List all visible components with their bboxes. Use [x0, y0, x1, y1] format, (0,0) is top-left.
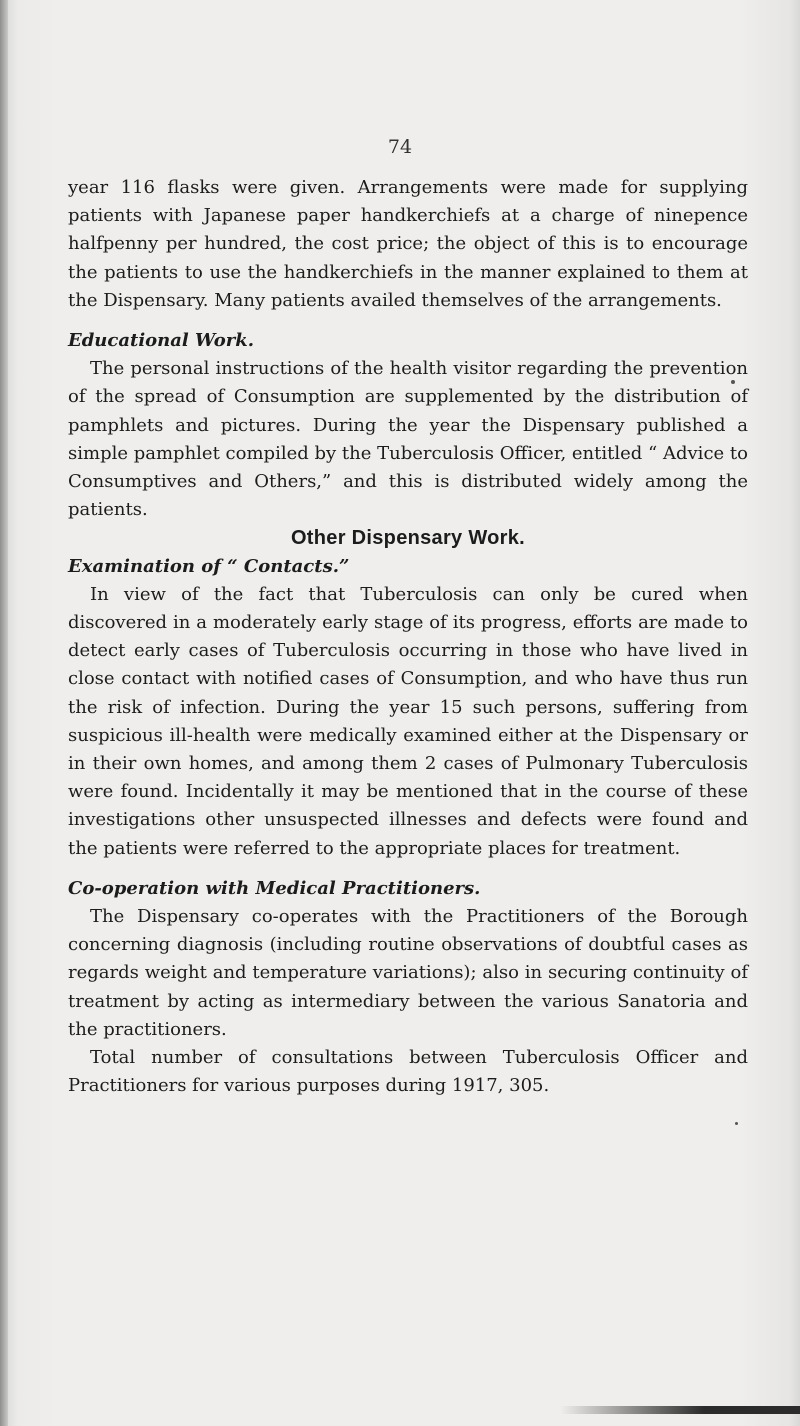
page-number: 74	[387, 136, 413, 158]
educational-work-heading: Educational Work.	[68, 330, 255, 352]
book-spine-shadow	[0, 0, 8, 1426]
consultations-paragraph: Total number of consultations between Tuberculosis Officer and Practitioners for various purposes during 1917, 305.	[68, 1047, 748, 1097]
ink-speck	[735, 1122, 738, 1125]
cooperation-paragraph: The Dispensary co-operates with the Practitioners of the Borough concerning diagnosis (including routine observations of doubtful cases as regards weight and temperature variations); also in securing continuity of treatment by acting as intermediary between the various Sanatoria and the practitioners.	[68, 906, 748, 1040]
other-dispensary-work-heading: Other Dispensary Work.	[290, 527, 526, 550]
ink-speck	[731, 380, 735, 384]
contacts-paragraph: In view of the fact that Tuberculosis can only be cured when discovered in a moderately early stage of its progress, efforts are made to detect early cases of Tuberculosis occurring in those who have lived in close contact with notified cases of Consumption, and who have thus run the risk of infection. During the year 15 such persons, suffering from suspicious ill-health were medically examined either at the Dispensary or in their own homes, and among them 2 cases of Pulmonary Tuberculosis were found. Incidentally it may be mentioned that in the course of these investigations other unsuspected illnesses and defects were found and the patients were referred to the appropriate places for treatment.	[68, 583, 748, 859]
cooperation-heading: Co-operation with Medical Practitioners.	[68, 877, 481, 899]
contacts-heading: Examination of “ Contacts.”	[68, 555, 350, 577]
educational-work-paragraph: The personal instructions of the health visitor regarding the prevention of the spread of Consumption are supplemented by the distribution of pamphlets and pictures. During the year the Dispensary published a simple pamphlet compiled by the Tuberculosis Officer, entitled “ Advice to Consumptives and Others,” and this is distributed widely among the patients.	[68, 358, 748, 521]
page-edge-shadow	[560, 1406, 800, 1414]
intro-paragraph: year 116 flasks were given. Arrangements were made for supplying patients with Japanese paper handkerchiefs at a charge of ninepence halfpenny per hundred, the cost price; the object of this is to encourage the patients to use the handkerchiefs in the manner explained to them at the Dispensary. Many patients availed themselves of the arrangements.	[68, 177, 748, 311]
page-body	[68, 174, 748, 1101]
